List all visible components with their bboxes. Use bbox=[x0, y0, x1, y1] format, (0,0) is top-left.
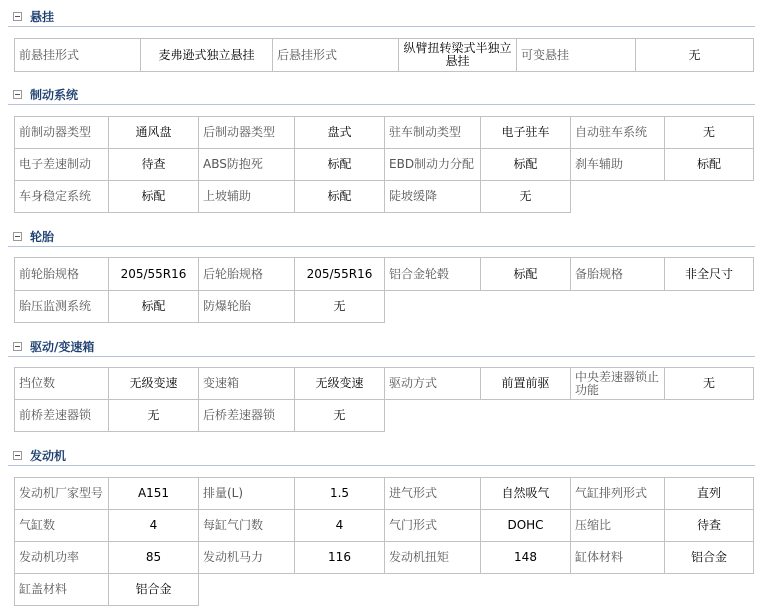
section-title: 发动机 bbox=[30, 449, 67, 463]
spec-label: 铝合金轮毂 bbox=[385, 258, 481, 291]
empty-cell bbox=[665, 291, 754, 323]
section-title: 驱动/变速箱 bbox=[30, 340, 95, 354]
table-row bbox=[15, 117, 754, 149]
spec-label: 气缸数 bbox=[15, 510, 109, 542]
spec-label: 前悬挂形式 bbox=[15, 39, 141, 72]
spec-value: 无 bbox=[481, 181, 571, 213]
spec-label: 发动机马力 bbox=[199, 542, 295, 574]
spec-label: 压缩比 bbox=[571, 510, 665, 542]
spec-value: 无 bbox=[295, 400, 385, 432]
spec-label: 上坡辅助 bbox=[199, 181, 295, 213]
spec-label: 防爆轮胎 bbox=[199, 291, 295, 323]
empty-cell bbox=[481, 574, 571, 606]
spec-value: 铝合金 bbox=[109, 574, 199, 606]
spec-label: 车身稳定系统 bbox=[15, 181, 109, 213]
spec-label: 排量(L) bbox=[199, 478, 295, 510]
section-title: 轮胎 bbox=[30, 230, 55, 244]
section-header-drivetrain[interactable] bbox=[8, 336, 755, 357]
empty-cell bbox=[385, 574, 481, 606]
spec-label: 变速箱 bbox=[199, 368, 295, 400]
spec-label: 中央差速器锁止功能 bbox=[571, 368, 665, 400]
spec-value: 4 bbox=[109, 510, 199, 542]
spec-label: 陡坡缓降 bbox=[385, 181, 481, 213]
table-row bbox=[15, 574, 754, 606]
spec-label: 后悬挂形式 bbox=[273, 39, 399, 72]
spec-value: 非全尺寸 bbox=[665, 258, 754, 291]
spec-value: 纵臂扭转梁式半独立悬挂 bbox=[399, 39, 517, 72]
table-row bbox=[15, 291, 754, 323]
spec-value: 标配 bbox=[481, 149, 571, 181]
empty-cell bbox=[571, 400, 665, 432]
spec-label: 挡位数 bbox=[15, 368, 109, 400]
table-row bbox=[15, 149, 754, 181]
empty-cell bbox=[665, 574, 754, 606]
spec-label: 备胎规格 bbox=[571, 258, 665, 291]
spec-label: ABS防抱死 bbox=[199, 149, 295, 181]
spec-label: 缸体材料 bbox=[571, 542, 665, 574]
spec-value: 铝合金 bbox=[665, 542, 754, 574]
spec-label: 后轮胎规格 bbox=[199, 258, 295, 291]
section-header-suspension[interactable] bbox=[8, 6, 755, 27]
spec-label: 前轮胎规格 bbox=[15, 258, 109, 291]
spec-value: 无级变速 bbox=[109, 368, 199, 400]
spec-value: 无 bbox=[109, 400, 199, 432]
spec-value: 无 bbox=[636, 39, 754, 72]
collapse-icon[interactable] bbox=[13, 12, 22, 21]
section-title: 悬挂 bbox=[30, 10, 55, 24]
spec-label: 后制动器类型 bbox=[199, 117, 295, 149]
spec-value: 标配 bbox=[109, 181, 199, 213]
empty-cell bbox=[295, 574, 385, 606]
spec-table-drivetrain bbox=[14, 367, 754, 432]
spec-value: 无 bbox=[295, 291, 385, 323]
empty-cell bbox=[571, 574, 665, 606]
empty-cell bbox=[385, 291, 481, 323]
empty-cell bbox=[481, 291, 571, 323]
spec-value: 待查 bbox=[109, 149, 199, 181]
spec-value: 前置前驱 bbox=[481, 368, 571, 400]
spec-value: 85 bbox=[109, 542, 199, 574]
empty-cell bbox=[665, 400, 754, 432]
spec-value: 电子驻车 bbox=[481, 117, 571, 149]
spec-label: EBD制动力分配 bbox=[385, 149, 481, 181]
spec-label: 气缸排列形式 bbox=[571, 478, 665, 510]
spec-value: 205/55R16 bbox=[295, 258, 385, 291]
spec-value: 标配 bbox=[109, 291, 199, 323]
table-row bbox=[15, 368, 754, 400]
spec-label: 发动机功率 bbox=[15, 542, 109, 574]
spec-value: 148 bbox=[481, 542, 571, 574]
table-row bbox=[15, 39, 754, 72]
spec-value: 标配 bbox=[295, 149, 385, 181]
spec-label: 前桥差速器锁 bbox=[15, 400, 109, 432]
spec-value: 标配 bbox=[295, 181, 385, 213]
table-row bbox=[15, 258, 754, 291]
spec-value: 无 bbox=[665, 117, 754, 149]
spec-value: 无 bbox=[665, 368, 754, 400]
spec-label: 电子差速制动 bbox=[15, 149, 109, 181]
spec-value: 自然吸气 bbox=[481, 478, 571, 510]
spec-label: 气门形式 bbox=[385, 510, 481, 542]
collapse-icon[interactable] bbox=[13, 451, 22, 460]
spec-label: 发动机厂家型号 bbox=[15, 478, 109, 510]
spec-value: 直列 bbox=[665, 478, 754, 510]
spec-label: 发动机扭矩 bbox=[385, 542, 481, 574]
spec-value: 标配 bbox=[481, 258, 571, 291]
spec-label: 自动驻车系统 bbox=[571, 117, 665, 149]
spec-label: 可变悬挂 bbox=[517, 39, 636, 72]
spec-table-brakes bbox=[14, 116, 754, 213]
spec-label: 缸盖材料 bbox=[15, 574, 109, 606]
spec-label: 进气形式 bbox=[385, 478, 481, 510]
spec-label: 每缸气门数 bbox=[199, 510, 295, 542]
spec-label: 驱动方式 bbox=[385, 368, 481, 400]
spec-value: DOHC bbox=[481, 510, 571, 542]
table-row bbox=[15, 478, 754, 510]
section-title: 制动系统 bbox=[30, 88, 79, 102]
spec-label: 前制动器类型 bbox=[15, 117, 109, 149]
spec-value: A151 bbox=[109, 478, 199, 510]
table-row bbox=[15, 400, 754, 432]
spec-value: 麦弗逊式独立悬挂 bbox=[141, 39, 273, 72]
section-header-tires[interactable] bbox=[8, 226, 755, 247]
empty-cell bbox=[199, 574, 295, 606]
empty-cell bbox=[571, 181, 665, 213]
empty-cell bbox=[665, 181, 754, 213]
table-row bbox=[15, 510, 754, 542]
spec-value: 205/55R16 bbox=[109, 258, 199, 291]
spec-table-engine bbox=[14, 477, 754, 606]
spec-label: 刹车辅助 bbox=[571, 149, 665, 181]
empty-cell bbox=[571, 291, 665, 323]
spec-value: 通风盘 bbox=[109, 117, 199, 149]
collapse-icon[interactable] bbox=[13, 232, 22, 241]
table-row bbox=[15, 181, 754, 213]
empty-cell bbox=[481, 400, 571, 432]
spec-value: 无级变速 bbox=[295, 368, 385, 400]
spec-value: 116 bbox=[295, 542, 385, 574]
spec-label: 胎压监测系统 bbox=[15, 291, 109, 323]
spec-label: 驻车制动类型 bbox=[385, 117, 481, 149]
spec-value: 1.5 bbox=[295, 478, 385, 510]
spec-table-suspension bbox=[14, 38, 754, 72]
empty-cell bbox=[385, 400, 481, 432]
spec-value: 标配 bbox=[665, 149, 754, 181]
spec-value: 待查 bbox=[665, 510, 754, 542]
spec-value: 4 bbox=[295, 510, 385, 542]
spec-table-tires bbox=[14, 257, 754, 323]
spec-label: 后桥差速器锁 bbox=[199, 400, 295, 432]
section-header-engine[interactable] bbox=[8, 445, 755, 466]
collapse-icon[interactable] bbox=[13, 90, 22, 99]
section-header-brakes[interactable] bbox=[8, 84, 755, 105]
table-row bbox=[15, 542, 754, 574]
spec-value: 盘式 bbox=[295, 117, 385, 149]
collapse-icon[interactable] bbox=[13, 342, 22, 351]
